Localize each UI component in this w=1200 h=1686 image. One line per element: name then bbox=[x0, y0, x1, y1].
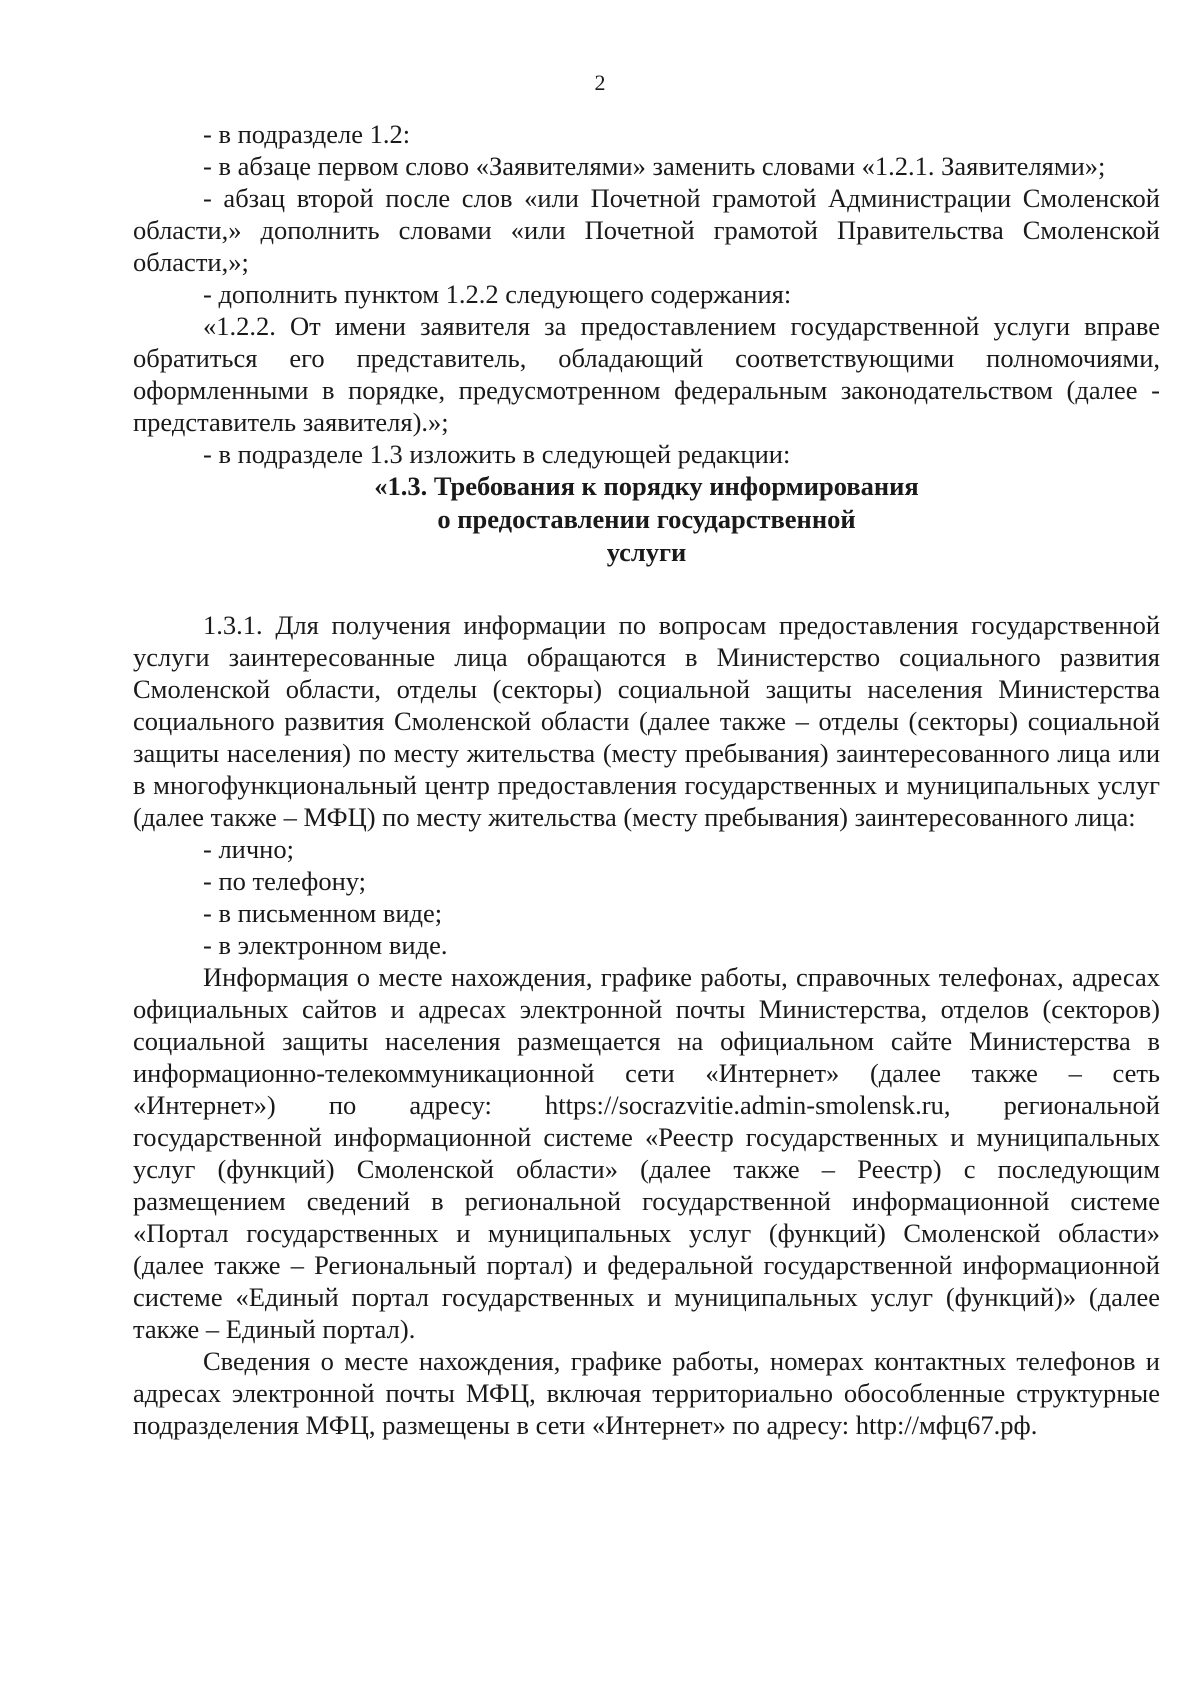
method-electronic: - в электронном виде. bbox=[203, 930, 448, 960]
section-1-2-item-3: - дополнить пунктом 1.2.2 следующего содержания: bbox=[203, 279, 792, 309]
section-heading bbox=[133, 470, 1160, 569]
section-1-2-item-1: - в абзаце первом слово «Заявителями» заменить словами «1.2.1. Заявителями»; bbox=[203, 151, 1106, 181]
paragraph-mfc: Сведения о месте нахождения, графике работы, номерах контактных телефонов и адресах электронной почты МФЦ, включая территориально обособленные структурные подразделения МФЦ, размещены в сети «Интернет» по адресу: http://мфц67.рф. bbox=[133, 1346, 1160, 1440]
section-1-2-item-2: - абзац второй после слов «или Почетной грамотой Администрации Смоленской области,» дополнить словами «или Почетной грамотой Правительства Смоленской области,»; bbox=[133, 183, 1160, 277]
method-written: - в письменном виде; bbox=[203, 898, 443, 928]
heading-line-2: о предоставлении государственной bbox=[437, 504, 856, 534]
method-in-person: - лично; bbox=[203, 834, 294, 864]
method-phone: - по телефону; bbox=[203, 866, 367, 896]
heading-line-1: «1.3. Требования к порядку информирования bbox=[374, 471, 919, 501]
paragraph-info: Информация о месте нахождения, графике работы, справочных телефонах, адресах официальных сайтов и адресах электронной почты Министерства, отделов (секторов) социальной защиты населения размещается на официальном сайте Министерства в информационно-телекоммуникационной сети «Интернет» (далее также – сеть «Интернет») по адресу: https://socrazvitie.admin-smolensk.ru, региональной государственной информационной системе «Реестр государственных и муниципальных услуг (функций) Смоленской области» (далее также – Реестр) с последующим размещением сведений в региональной государственной информационной системе «Портал государственных и муниципальных услуг (функций) Смоленской области» (далее также – Региональный портал) и федеральной государственной информационной системе «Единый портал государственных и муниципальных услуг (функций)» (далее также – Единый портал). bbox=[133, 962, 1160, 1344]
heading-line-3: услуги bbox=[606, 537, 687, 567]
page-number: 2 bbox=[594, 70, 606, 95]
spacer bbox=[133, 569, 1160, 609]
paragraph-1-3-1: 1.3.1. Для получения информации по вопросам предоставления государственной услуги заинтересованные лица обращаются в Министерство социального развития Смоленской области, отделы (секторы) социальной защиты населения Министерства социального развития Смоленской области (далее также – отделы (секторы) социальной защиты населения) по месту жительства (месту пребывания) заинтересованного лица или в многофункциональный центр предоставления государственных и муниципальных услуг (далее также – МФЦ) по месту жительства (месту пребывания) заинтересованного лица: bbox=[133, 610, 1160, 832]
section-1-2-item-4: «1.2.2. От имени заявителя за предоставлением государственной услуги вправе обратиться его представитель, обладающий соответствующими полномочиями, оформленными в порядке, предусмотренном федеральным законодательством (далее - представитель заявителя).»; bbox=[133, 311, 1160, 437]
section-1-2-intro: - в подразделе 1.2: bbox=[203, 119, 411, 149]
document-body bbox=[133, 118, 1160, 1441]
section-1-3-intro: - в подразделе 1.3 изложить в следующей редакции: bbox=[203, 439, 791, 469]
